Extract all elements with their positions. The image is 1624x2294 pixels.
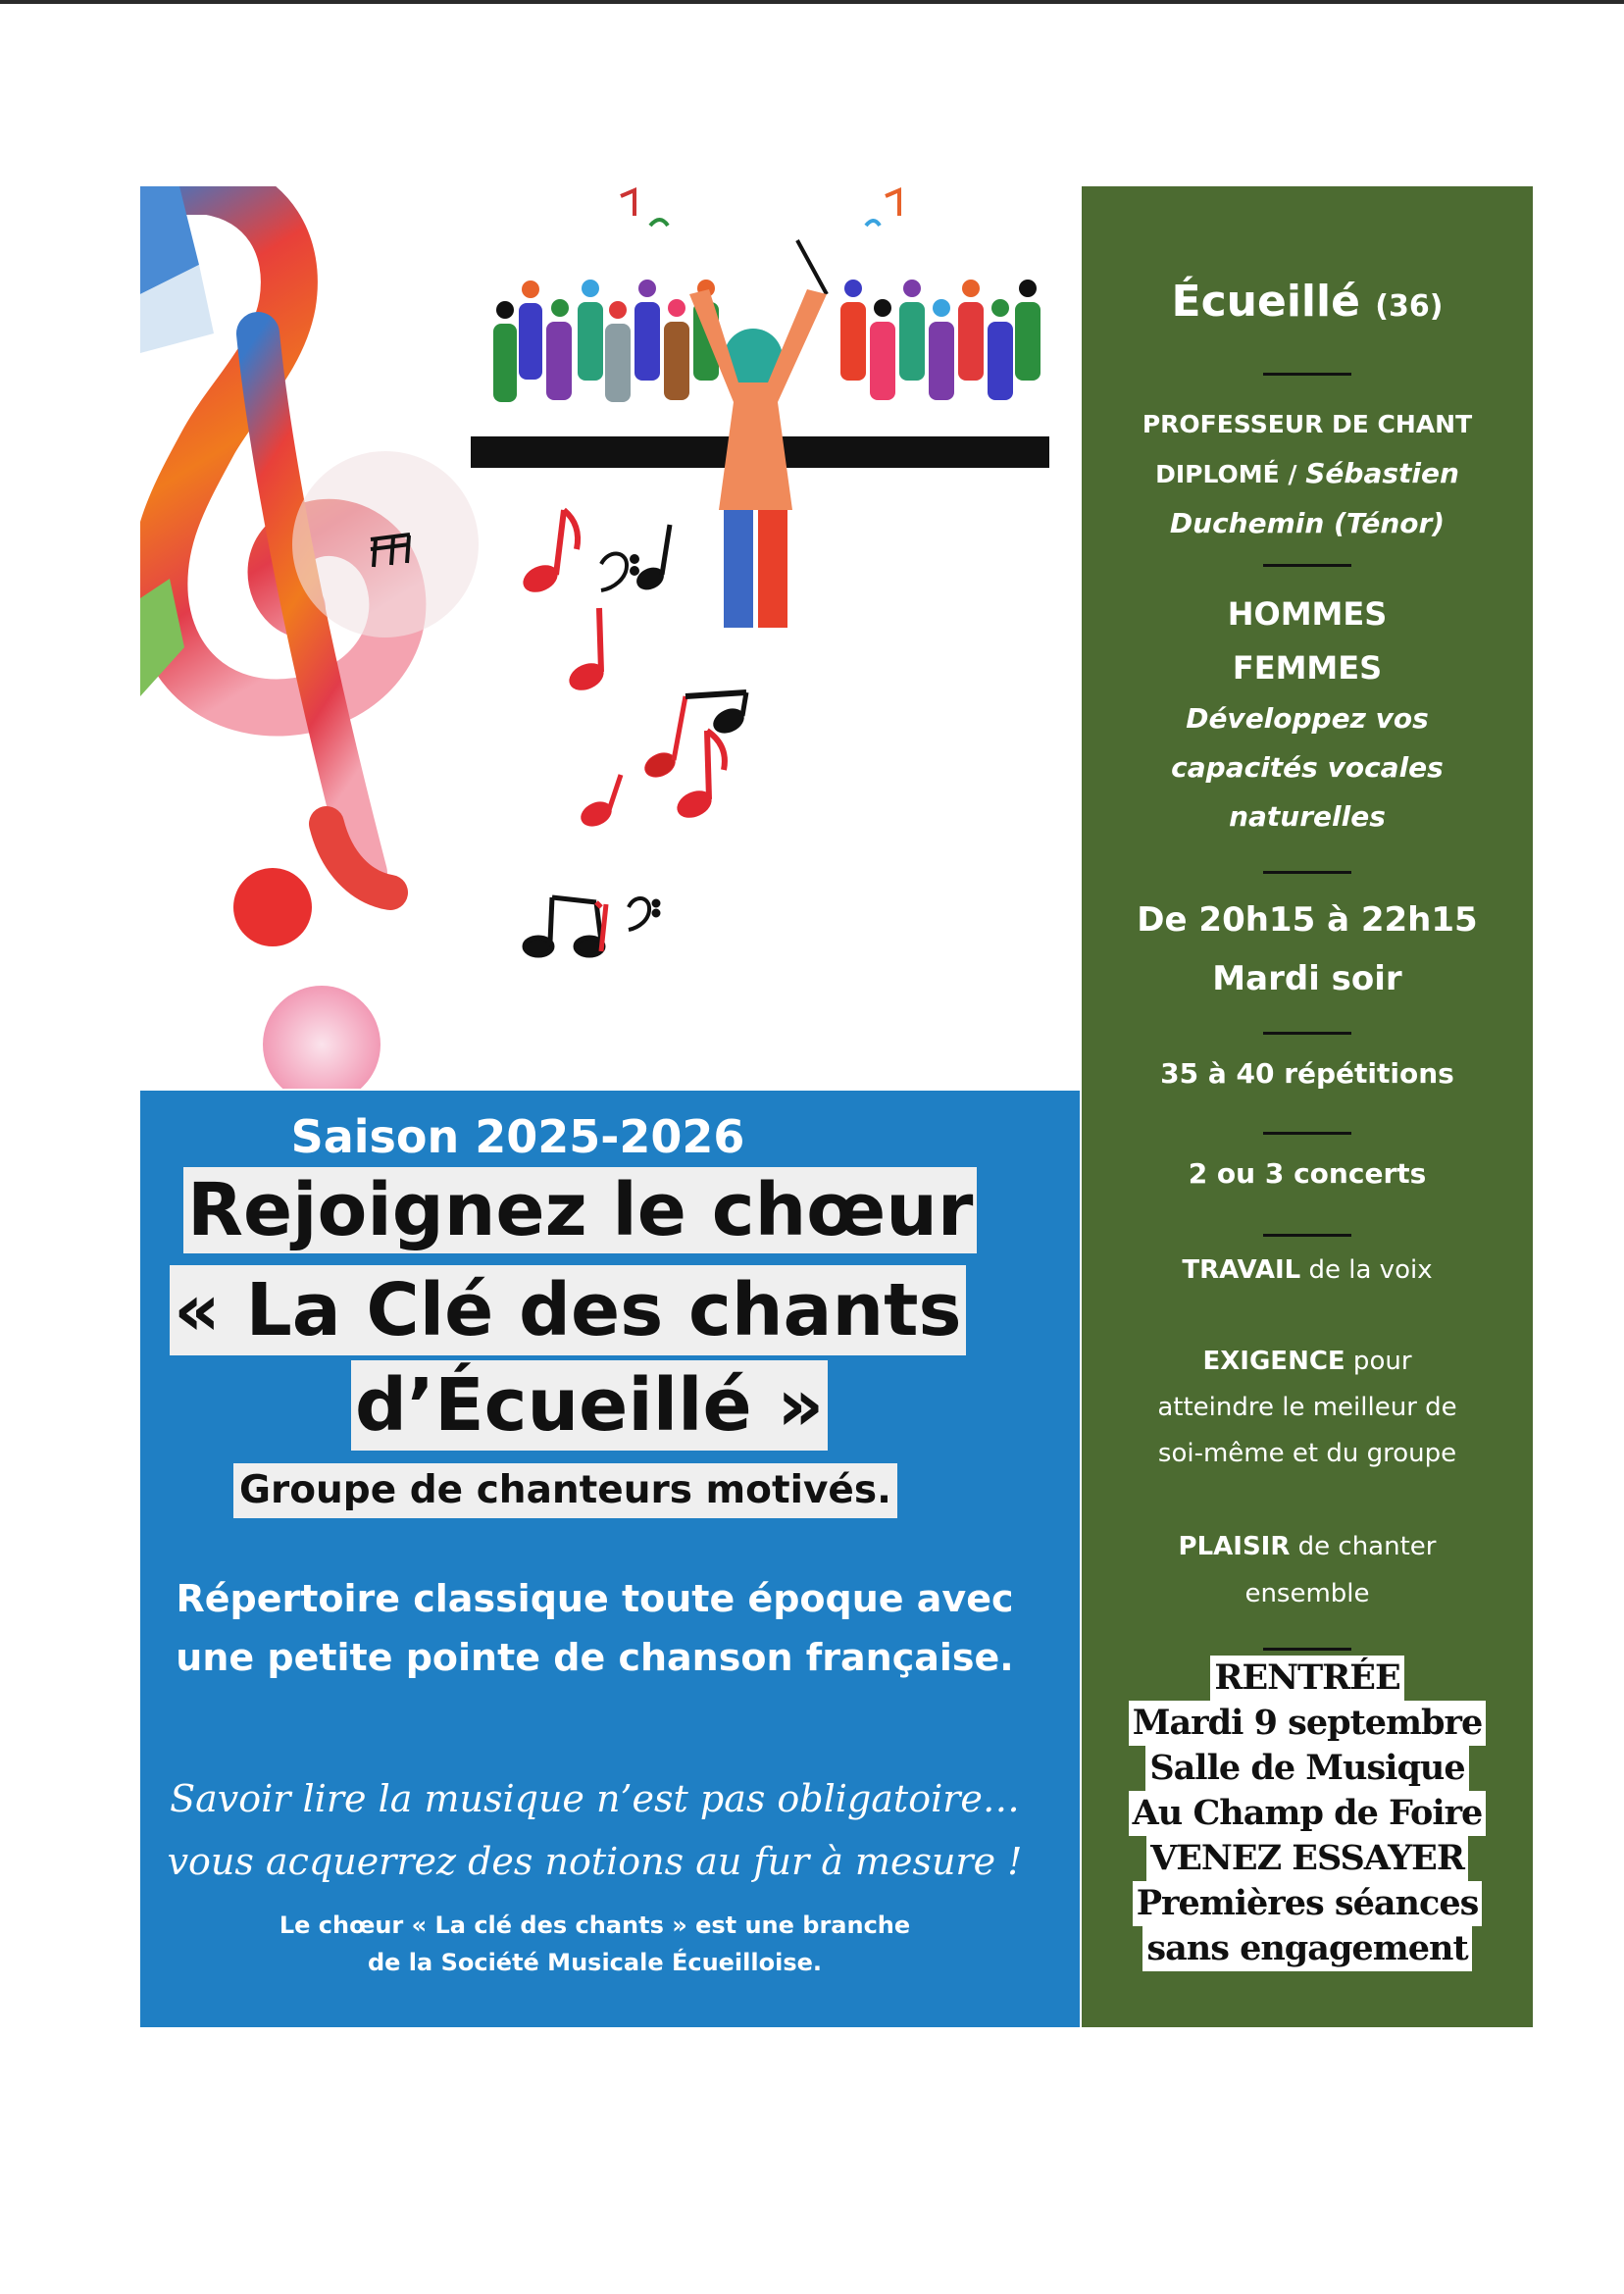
music-illustration — [140, 186, 1074, 1089]
singer-figure — [493, 301, 517, 402]
develop-line-1: Développez vos — [1186, 702, 1429, 735]
note-line-2: vous acquerrez des notions au fur à mesure ! — [167, 1840, 1023, 1883]
repertoire-line-2: une petite pointe de chanson française. — [176, 1636, 1014, 1679]
separator — [1263, 564, 1351, 567]
concerts-count: 2 ou 3 concerts — [1188, 1157, 1427, 1190]
separator — [1263, 871, 1351, 874]
branch-line-2: de la Société Musicale Écueilloise. — [367, 1949, 823, 1976]
pleasure-rest: de chanter — [1290, 1532, 1437, 1561]
separator — [1263, 1234, 1351, 1237]
voice-work — [1082, 1246, 1533, 1295]
develop-line-2: capacités vocales — [1171, 751, 1444, 784]
pleasure-bold: PLAISIR — [1178, 1532, 1291, 1561]
branch-line-1: Le chœur « La clé des chants » est une branche — [279, 1912, 911, 1939]
rentree-line: VENEZ ESSAYER — [1146, 1836, 1468, 1881]
department-code: (36) — [1375, 289, 1444, 324]
rentree-block — [1082, 1656, 1533, 1971]
demand-line-3: soi-même et du groupe — [1157, 1439, 1457, 1468]
music-reading-note — [140, 1767, 1049, 1893]
rentree-line: Au Champ de Foire — [1129, 1791, 1487, 1836]
teacher-info — [1082, 400, 1533, 548]
rentree-line: RENTRÉE — [1210, 1656, 1403, 1701]
title-line-1: Rejoignez le chœur — [183, 1167, 977, 1253]
branch-note — [140, 1907, 1049, 1981]
repertoire-line-1: Répertoire classique toute époque avec — [176, 1577, 1014, 1620]
rentree-line: Mardi 9 septembre — [1129, 1701, 1486, 1746]
demand-rest: pour — [1345, 1347, 1412, 1376]
work-rest: de la voix — [1300, 1255, 1433, 1285]
audience-men: HOMMES — [1227, 595, 1388, 633]
conductor-icon — [689, 240, 827, 628]
town-name: Écueillé — [1171, 277, 1360, 327]
season-label: Saison 2025-2026 — [290, 1110, 745, 1163]
separator — [1263, 1648, 1351, 1651]
rentree-line: Salle de Musique — [1145, 1746, 1468, 1791]
scan-edge-line — [0, 0, 1624, 4]
treble-clef-icon — [140, 186, 479, 1089]
separator — [1263, 373, 1351, 376]
audience-info — [1082, 586, 1533, 841]
schedule-day: Mardi soir — [1212, 959, 1402, 998]
pleasure-info — [1082, 1523, 1533, 1617]
rentree-line: Premières séances — [1133, 1881, 1483, 1926]
audience-women: FEMMES — [1232, 649, 1383, 687]
demand-info — [1082, 1339, 1533, 1477]
rehearsals-count: 35 à 40 répétitions — [1160, 1057, 1454, 1090]
main-panel — [140, 1091, 1080, 2027]
separator — [1263, 1132, 1351, 1135]
schedule-time: De 20h15 à 22h15 — [1137, 900, 1478, 940]
pleasure-line-2: ensemble — [1244, 1579, 1370, 1608]
subtitle: Groupe de chanteurs motivés. — [233, 1463, 897, 1518]
bass-clef-icon — [601, 553, 659, 930]
teacher-line-2-prefix: DIPLOMÉ / — [1155, 460, 1306, 488]
repertoire-text — [140, 1569, 1049, 1687]
develop-line-3: naturelles — [1229, 800, 1386, 833]
work-bold: TRAVAIL — [1182, 1255, 1301, 1285]
teacher-name: Sébastien — [1305, 457, 1459, 489]
info-sidebar — [1082, 186, 1533, 2027]
title-line-3: d’Écueillé » — [351, 1360, 828, 1451]
rentree-line: sans engagement — [1142, 1926, 1471, 1971]
teacher-line-1: PROFESSEUR DE CHANT — [1142, 410, 1473, 438]
separator — [1263, 1032, 1351, 1035]
teacher-line-3: Duchemin (Ténor) — [1169, 507, 1446, 539]
demand-line-2: atteindre le meilleur de — [1157, 1393, 1457, 1422]
note-line-1: Savoir lire la musique n’est pas obligatoire… — [170, 1777, 1020, 1820]
schedule-info — [1082, 891, 1533, 1008]
town-heading — [1082, 277, 1533, 327]
demand-bold: EXIGENCE — [1202, 1347, 1345, 1376]
title-line-2: « La Clé des chants — [170, 1265, 966, 1355]
